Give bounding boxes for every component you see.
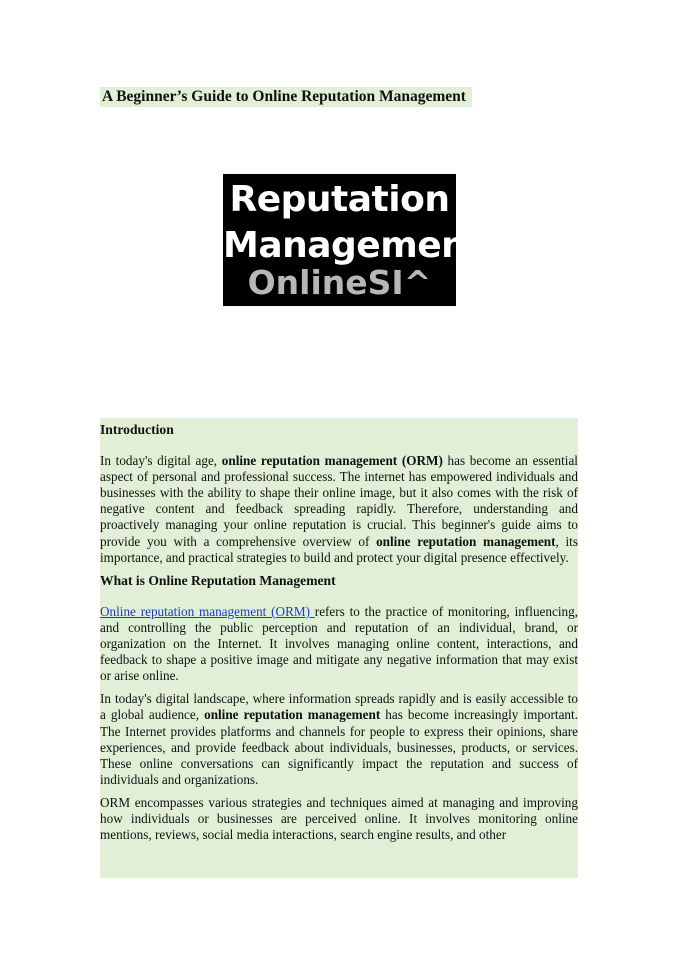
what-text-1: refers to the practice of monitoring, influencing, and controlling the public perception and reputation of an individual, brand, or organization on the Internet. It involves managing online content, interactions, and feedback to shape a positive image and mitigate any negative information that may exist or arise online. bbox=[100, 603, 578, 684]
section-heading-introduction: Introduction bbox=[100, 422, 174, 437]
logo-brand: OnlineSI^ bbox=[247, 263, 432, 302]
intro-bold-orm: online reputation management (ORM) bbox=[221, 453, 443, 469]
what-paragraph-2 bbox=[100, 691, 578, 788]
intro-bold-orm-2: online reputation management bbox=[376, 533, 556, 549]
intro-text-c: has become an essential aspect of personal and professional success. The internet has empowered individuals and businesses with the ability to shape their online image, but it also comes with the risk of negative content and feedback spreading rapidly. Therefore, understanding and proactively managing your online reputation is crucial. This beginner's guide aims to provide you with a comprehensive overview of bbox=[100, 453, 578, 549]
orm-link[interactable]: Online reputation management (ORM) bbox=[100, 603, 315, 619]
intro-text-a: In today's digital age, bbox=[100, 453, 222, 469]
what-text-2c: has become increasingly important. The Internet provides platforms and channels for people to express their opinions, share experiences, and provide feedback about individuals, businesses, products, or services. These online conversations can significantly impact the reputation and success of individuals and organizations. bbox=[100, 707, 578, 787]
logo-line-management: Management bbox=[223, 225, 483, 266]
what-paragraph-1 bbox=[100, 604, 578, 684]
logo-line-reputation: Reputation bbox=[229, 179, 450, 220]
reputation-management-logo bbox=[223, 174, 483, 306]
article-body bbox=[100, 418, 578, 878]
document-title: A Beginner’s Guide to Online Reputation Management bbox=[100, 87, 472, 107]
intro-paragraph bbox=[100, 453, 578, 566]
intro-text-e: , its importance, and practical strategies to build and protect your digital presence effectively. bbox=[100, 533, 578, 565]
what-text-2a: In today's digital landscape, where information spreads rapidly and is easily accessible to a global audience, bbox=[100, 691, 578, 723]
what-bold-orm: online reputation management bbox=[204, 707, 381, 723]
what-paragraph-3: ORM encompasses various strategies and techniques aimed at managing and improving how individuals or businesses are perceived online. It involves monitoring online mentions, reviews, social media interactions, search engine results, and other bbox=[100, 794, 578, 843]
section-heading-what-is-orm: What is Online Reputation Management bbox=[100, 572, 336, 588]
